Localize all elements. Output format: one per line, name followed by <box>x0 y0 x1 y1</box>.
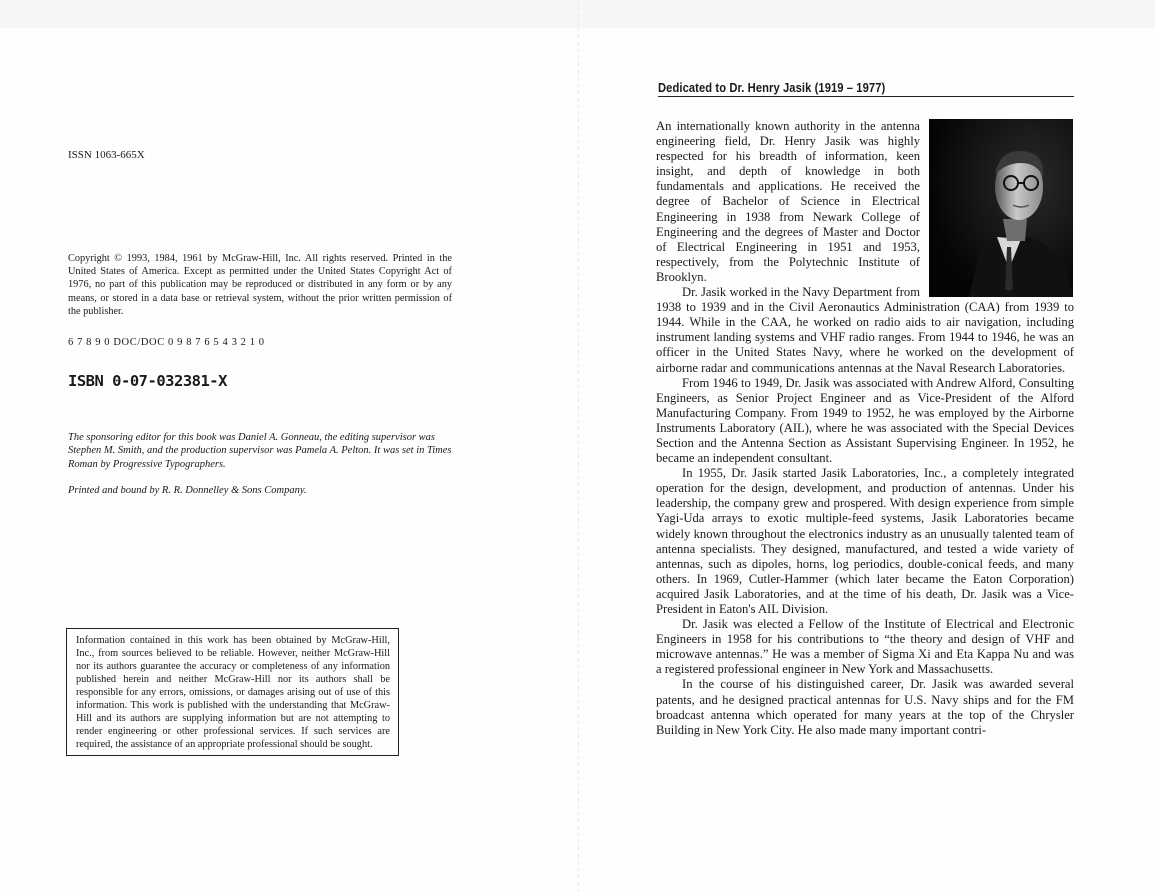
page-gutter <box>578 0 579 893</box>
paragraph-2: Dr. Jasik worked in the Navy Department from 1938 to 1939 and in the Civil Aeronautics Administration (CAA) from 1939 to 1944. While in the CAA, he worked on radio aids to air navigation, including instrument landing systems and VHF radio ranges. From 1944 to 1946, he was an officer in the United States Navy, where he worked on the development of airborne radar and communications antennas at the Naval Research Laboratories. <box>656 285 1074 375</box>
paragraph-4: In 1955, Dr. Jasik started Jasik Laboratories, Inc., a completely integrated operation for the design, development, and production of antennas. Under his leadership, the company grew and prospered. With design experience from simple Yagi-Uda arrays to exotic multiple-feed systems, Jasik Laboratories became widely known throughout the electronics industry as an unusually talented team of antenna specialists. They designed, manufactured, and tested a wide variety of antennas, such as dipoles, horns, log periodics, double-conical feeds, and many others. In 1969, Cutler-Hammer (which later became the Eaton Corporation) acquired Jasik Laboratories, and at the time of his death, Dr. Jasik was a Vice-President in Eaton's AIL Division. <box>656 466 1074 616</box>
portrait-illustration <box>929 119 1073 297</box>
issn-line: ISSN 1063-665X <box>68 149 145 161</box>
printer-credit: Printed and bound by R. R. Donnelley & Sons Company. <box>68 485 307 496</box>
paragraph-3: From 1946 to 1949, Dr. Jasik was associated with Andrew Alford, Consulting Engineers, as Senior Project Engineer and as Vice-President of the Alford Manufacturing Company. From 1949 to 1952, he was employed by the Airborne Instruments Laboratory (AIL), where he was associated with the Special Devices Section and the Antenna Section as Assistant Supervising Engineer. In 1952, he became an independent consultant. <box>656 375 1074 466</box>
disclaimer-box: Information contained in this work has been obtained by McGraw-Hill, Inc., from sources believed to be reliable. However, neither McGraw-Hill nor its authors guarantee the accuracy or completeness of any information published herein and neither McGraw-Hill nor its authors shall be responsible for any errors, omissions, or damages arising out of use of this information. This work is published with the understanding that McGraw-Hill and its authors are supplying information but are not attempting to render engineering or other professional services. If such services are required, the assistance of an appropriate professional should be sought. <box>66 628 399 756</box>
print-codes: 6 7 8 9 0 DOC/DOC 0 9 8 7 6 5 4 3 2 1 0 <box>68 337 265 348</box>
paragraph-6: In the course of his distinguished career, Dr. Jasik was awarded several patents, and he designed practical antennas for U.S. Navy ships and for the FM broadcast antenna which operated for many years at the top of the Chrysler Building in New York City. He also made many important contri- <box>656 677 1074 737</box>
isbn-line: ISBN 0-07-032381-X <box>68 372 227 390</box>
copyright-notice: Copyright © 1993, 1984, 1961 by McGraw-Hill, Inc. All rights reserved. Printed in the United States of America. Except as permitted under the United States Copyright Act of 1976, no part of this publication may be reproduced or distributed in any form or by any means, or stored in a data base or retrieval system, without the prior written permission of the publisher. <box>68 253 452 317</box>
title-underline <box>658 96 1074 97</box>
paragraph-1: An internationally known authority in the antenna engineering field, Dr. Henry Jasik was highly respected for his breadth of information, keen insight, and depth of knowledge in both fundamentals and applications. He received the degree of Bachelor of Science in Electrical Engineering in 1938 from Newark College of Engineering and the degrees of Master and Doctor of Electrical Engineering in 1951 and 1953, respectively, from the Polytechnic Institute of Brooklyn. <box>656 119 920 284</box>
portrait-photo <box>929 119 1073 297</box>
dedication-title: Dedicated to Dr. Henry Jasik (1919 – 1977) <box>658 80 886 95</box>
paragraph-5: Dr. Jasik was elected a Fellow of the Institute of Electrical and Electronic Engineers in 1958 for his contributions to “the theory and design of VHF and microwave antennas.” He was a member of Sigma Xi and Eta Kappa Nu and was a registered professional engineer in New York and Massachusetts. <box>656 617 1074 677</box>
editor-credits: The sponsoring editor for this book was Daniel A. Gonneau, the editing supervisor was Stephen M. Smith, and the production supervisor was Pamela A. Pelton. It was set in Times Roman by Progressive Typographers. <box>68 432 452 470</box>
